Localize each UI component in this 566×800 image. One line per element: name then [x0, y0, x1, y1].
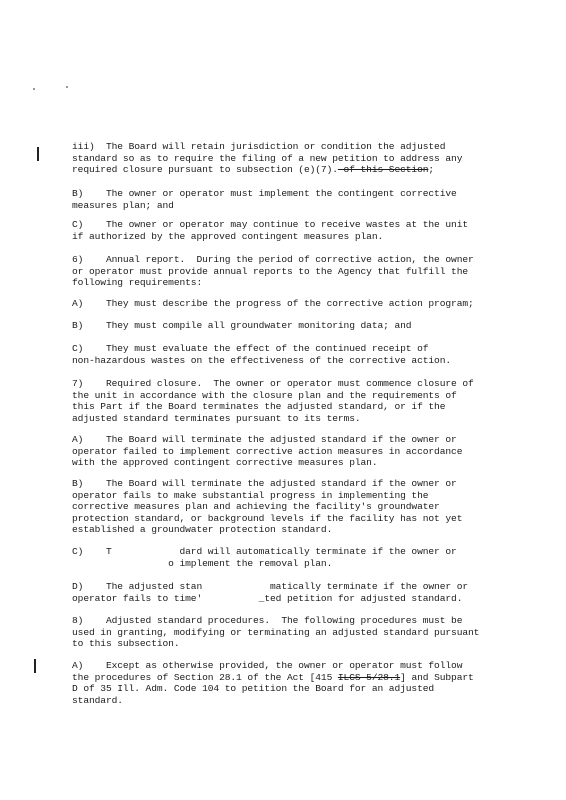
revision-bar — [37, 147, 39, 161]
paragraph-e6: 6) Annual report. During the period of corrective action, the owner or operator must provide annual reports to the Agency that fulfill the following requirements: — [72, 254, 474, 289]
scan-speck — [66, 86, 68, 88]
paragraph-e6b: B) They must compile all groundwater monitoring data; and — [72, 320, 412, 332]
paragraph-e5b: B) The owner or operator must implement the contingent corrective measures plan; and — [72, 188, 457, 211]
paragraph-e7d: D) The adjusted stan matically terminate if the owner or operator fails to time' _ted petition for adjusted standard. — [72, 581, 469, 604]
paragraph-e7b: B) The Board will terminate the adjusted standard if the owner or operator fails to make substantial progress in implementing the corrective measures plan and achieving the facility's groundwater protection standard, or background levels if the facility has not yet established a groundwater protection standard. — [72, 478, 463, 536]
paragraph-e5c: C) The owner or operator may continue to receive wastes at the unit if authorized by the approved contingent measures plan. — [72, 219, 469, 242]
paragraph-e7a: A) The Board will terminate the adjusted standard if the owner or operator failed to implement corrective action measures in accordance with the approved contingent corrective measures plan. — [72, 434, 463, 469]
struck-text: ILCS 5/28.1 — [337, 671, 401, 683]
paragraph-e7: 7) Required closure. The owner or operator must commence closure of the unit in accordance with the closure plan and the requirements of this Part if the Board terminates the adjusted standard, or if the adjusted standard terminates pursuant to its terms. — [72, 378, 474, 424]
paragraph-e6a: A) They must describe the progress of the corrective action program; — [72, 298, 474, 310]
paragraph-e8a: A) Except as otherwise provided, the owner or operator must follow the procedures of Section 28.1 of the Act [415 ILCS 5/28.1] and Subpart D of 35 Ill. Adm. Code 104 to petition the Board for an adjusted standard. — [72, 660, 474, 706]
scan-speck — [33, 88, 35, 90]
paragraph-e5a-iii: iii) The Board will retain jurisdiction or condition the adjusted standard so as to require the filing of a new petition to address any required closure pursuant to subsection (e)(7). of this Section; — [72, 141, 463, 176]
paragraph-e6c: C) They must evaluate the effect of the continued receipt of non-hazardous wastes on the effectiveness of the corrective action. — [72, 343, 452, 366]
paragraph-e7c: C) T dard will automatically terminate if the owner or o implement the removal plan. — [72, 546, 457, 569]
struck-text: of this Section — [337, 164, 429, 176]
revision-bar — [34, 659, 36, 673]
paragraph-e8: 8) Adjusted standard procedures. The following procedures must be used in granting, modifying or terminating an adjusted standard pursuant to this subsection. — [72, 615, 480, 650]
